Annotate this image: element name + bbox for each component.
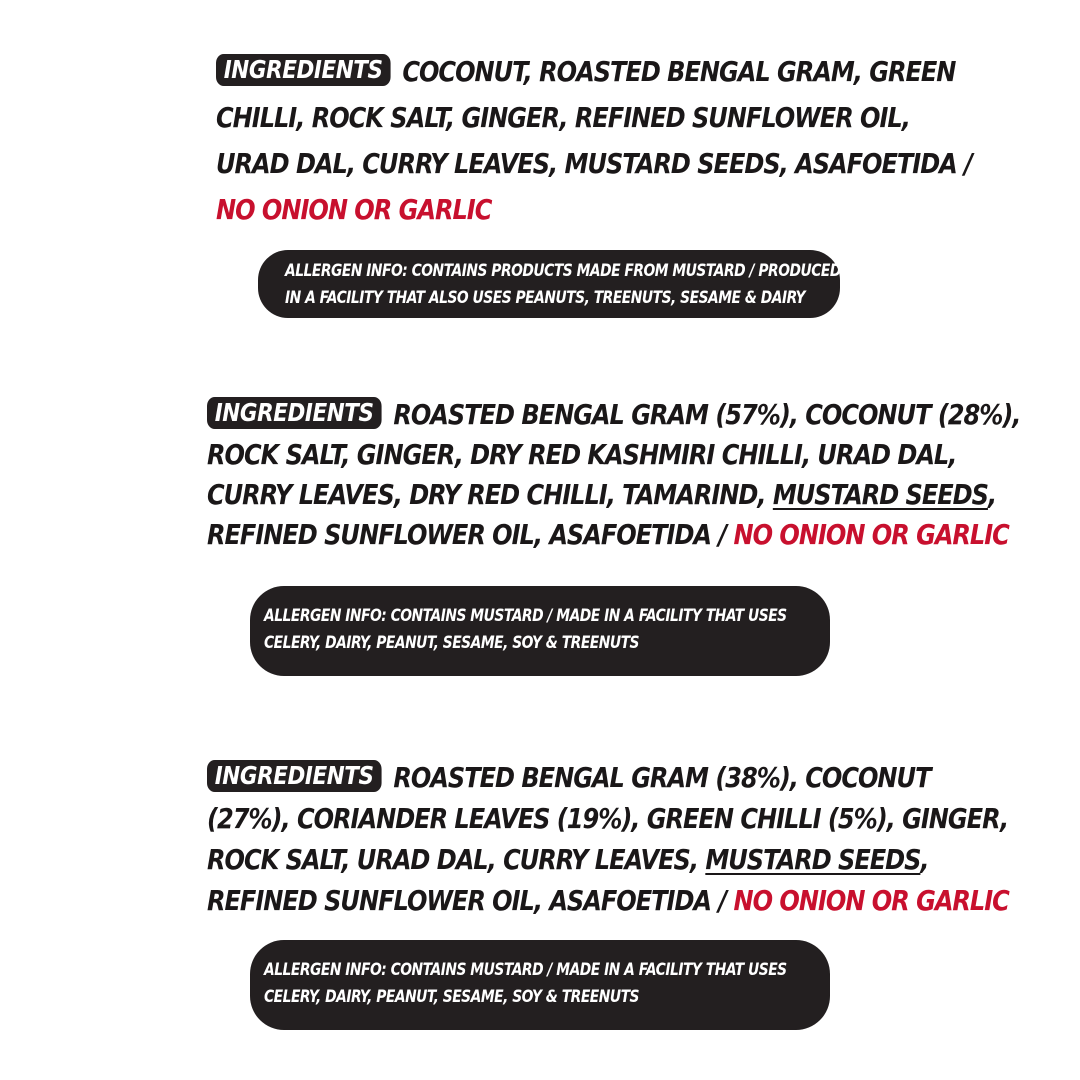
- ingredients-line: [207, 515, 1020, 555]
- allergen-info-box-3: [250, 940, 830, 1030]
- ingredients-line: [207, 757, 1009, 798]
- ingredients-line: [207, 839, 1009, 880]
- ingredients-text: ROCK SALT, URAD DAL, CURRY LEAVES,: [207, 843, 706, 876]
- ingredients-line: URAD DAL, CURRY LEAVES, MUSTARD SEEDS, ASAFOETIDA /: [216, 147, 972, 180]
- ingredients-text: ROASTED BENGAL GRAM (38%), COCONUT: [393, 761, 931, 794]
- ingredients-block-3: [207, 757, 1009, 921]
- allergen-line: ALLERGEN INFO: CONTAINS PRODUCTS MADE FROM MUSTARD / PRODUCED: [285, 261, 841, 280]
- ingredients-block-2: [207, 395, 1020, 555]
- no-onion-garlic-text: NO ONION OR GARLIC: [733, 518, 1009, 551]
- ingredients-text: REFINED SUNFLOWER OIL, ASAFOETIDA /: [207, 884, 734, 917]
- allergen-info-box-2: [250, 586, 830, 676]
- no-onion-garlic-text: NO ONION OR GARLIC: [733, 884, 1009, 917]
- ingredients-text: COCONUT, ROASTED BENGAL GRAM, GREEN: [402, 55, 956, 88]
- ingredients-line: [207, 395, 1020, 435]
- ingredients-text: CURRY LEAVES, DRY RED CHILLI, TAMARIND,: [207, 478, 773, 511]
- ingredients-tag: INGREDIENTS: [207, 397, 381, 429]
- ingredients-line: [207, 880, 1009, 921]
- mustard-seeds-underlined: MUSTARD SEEDS: [705, 843, 921, 876]
- allergen-line: IN A FACILITY THAT ALSO USES PEANUTS, TREENUTS, SESAME & DAIRY: [285, 288, 806, 307]
- allergen-info-box-1: [258, 250, 840, 318]
- allergen-line: ALLERGEN INFO: CONTAINS MUSTARD / MADE IN A FACILITY THAT USES: [264, 606, 787, 625]
- no-onion-garlic-text: NO ONION OR GARLIC: [216, 193, 492, 226]
- allergen-line: CELERY, DAIRY, PEANUT, SESAME, SOY & TREENUTS: [264, 633, 640, 652]
- ingredients-text: ROASTED BENGAL GRAM (57%), COCONUT (28%),: [393, 398, 1021, 431]
- ingredients-tag: INGREDIENTS: [216, 54, 390, 86]
- ingredients-line: CHILLI, ROCK SALT, GINGER, REFINED SUNFLOWER OIL,: [216, 101, 910, 134]
- ingredients-tag: INGREDIENTS: [207, 760, 381, 792]
- ingredients-text: REFINED SUNFLOWER OIL, ASAFOETIDA /: [207, 518, 734, 551]
- ingredients-block-1: [216, 49, 972, 233]
- allergen-line: CELERY, DAIRY, PEANUT, SESAME, SOY & TREENUTS: [264, 987, 640, 1006]
- ingredients-line: ROCK SALT, GINGER, DRY RED KASHMIRI CHILLI, URAD DAL,: [207, 438, 957, 471]
- ingredients-text: ,: [987, 478, 997, 511]
- mustard-seeds-underlined: MUSTARD SEEDS: [772, 478, 988, 511]
- ingredients-line: (27%), CORIANDER LEAVES (19%), GREEN CHILLI (5%), GINGER,: [207, 802, 1009, 835]
- allergen-line: ALLERGEN INFO: CONTAINS MUSTARD / MADE IN A FACILITY THAT USES: [264, 960, 787, 979]
- ingredients-text: ,: [920, 843, 929, 876]
- ingredients-line: [207, 475, 1020, 515]
- ingredients-line: [216, 49, 972, 95]
